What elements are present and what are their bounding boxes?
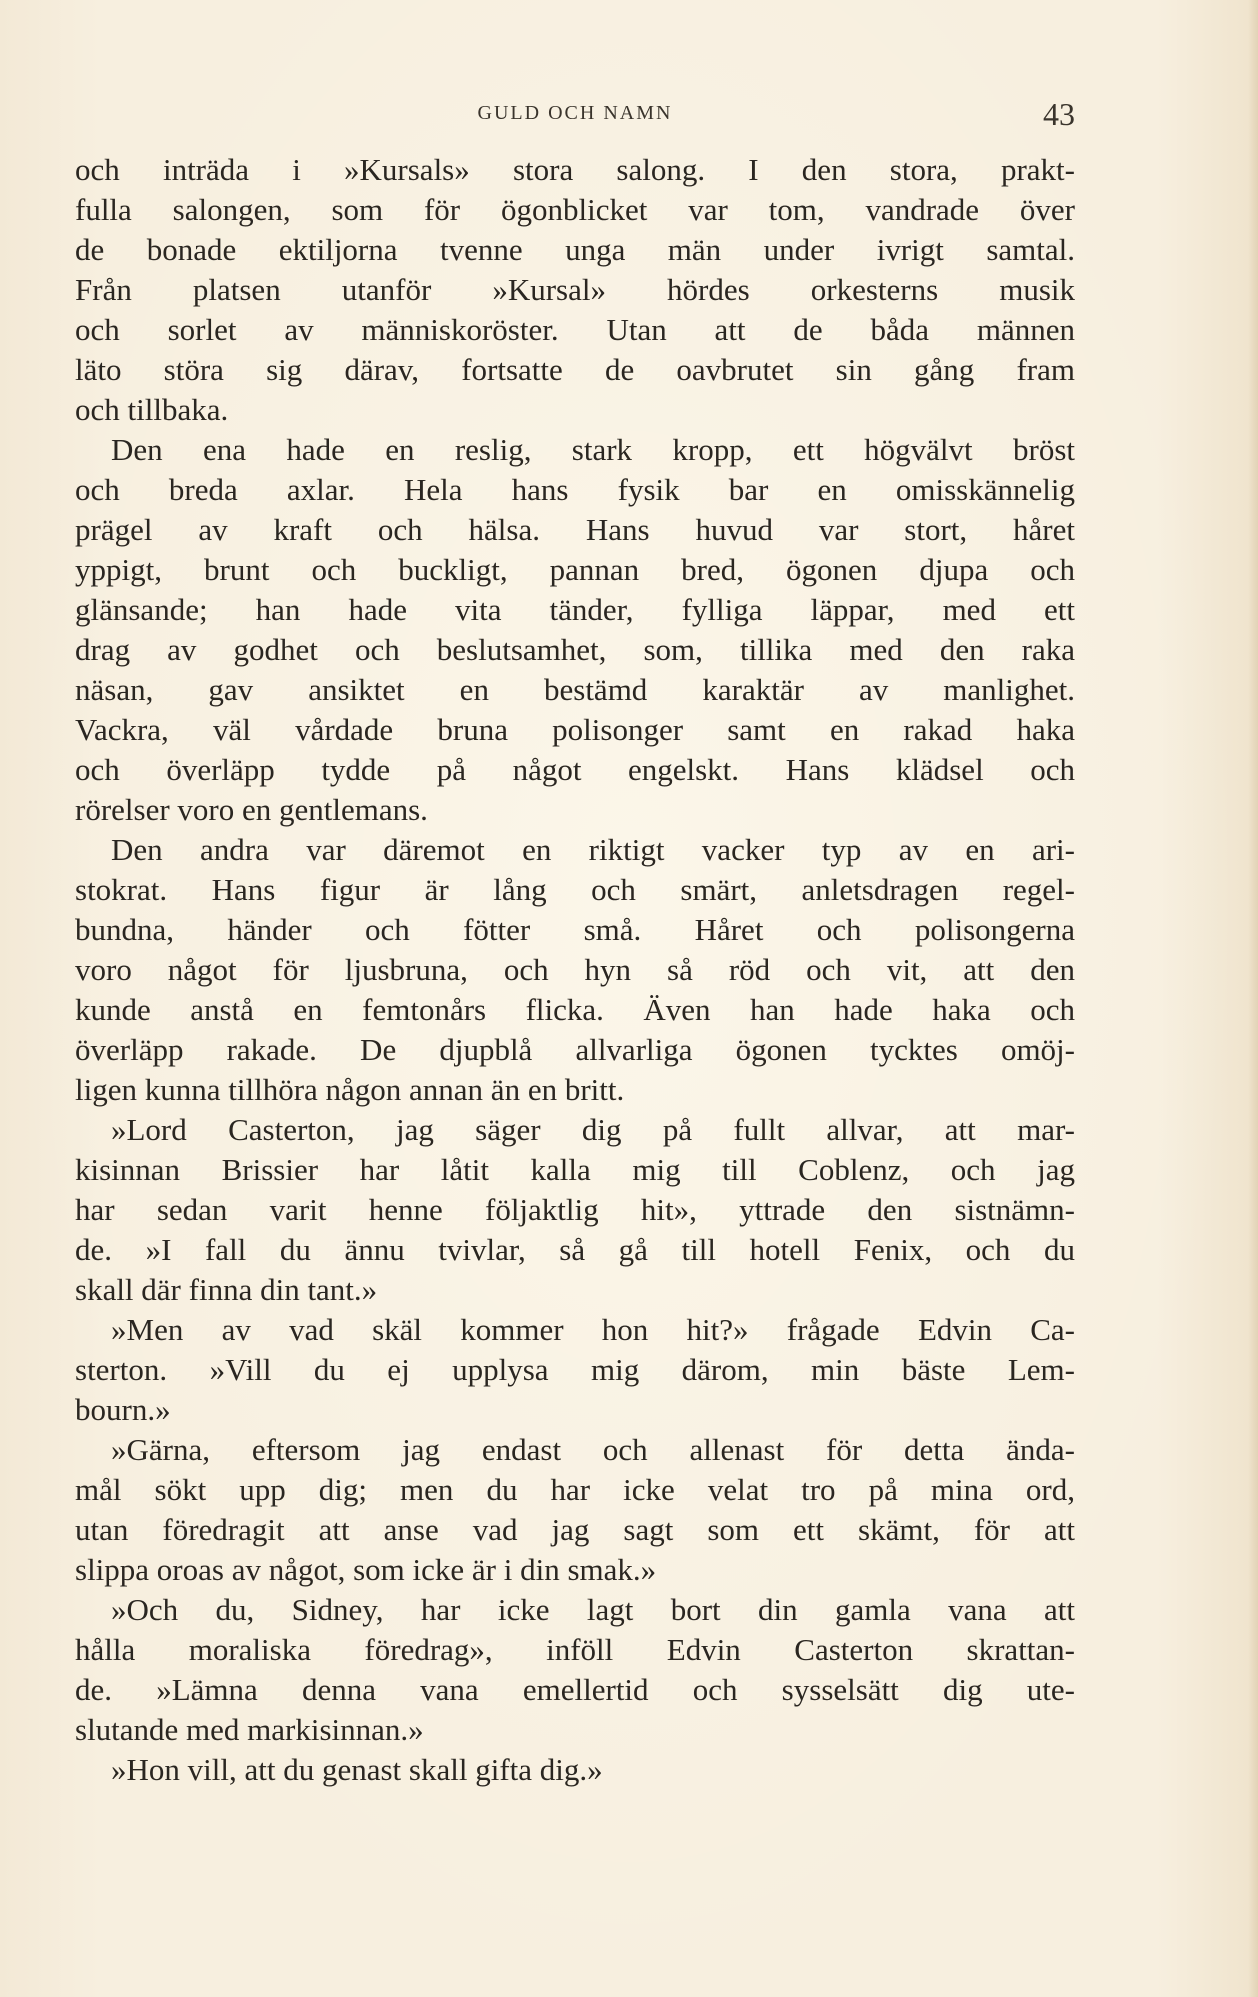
text-line: och breda axlar. Hela hans fysik bar en omisskännelig xyxy=(75,472,1075,507)
text-line: Från platsen utanför »Kursal» hördes orkesterns musik xyxy=(75,272,1075,307)
page-number: 43 xyxy=(1043,96,1075,132)
text-line: drag av godhet och beslutsamhet, som, tillika med den raka xyxy=(75,632,1075,667)
text-line: »Och du, Sidney, har icke lagt bort din gamla vana att xyxy=(111,1592,1075,1627)
text-line: bourn.» xyxy=(75,1392,171,1427)
text-line: Den ena hade en reslig, stark kropp, ett högvälvt bröst xyxy=(111,432,1075,467)
text-line: slutande med markisinnan.» xyxy=(75,1712,424,1747)
text-line: skall där finna din tant.» xyxy=(75,1272,378,1307)
text-line: »Men av vad skäl kommer hon hit?» frågade Edvin Ca- xyxy=(111,1312,1075,1347)
text-line: yppigt, brunt och buckligt, pannan bred, ögonen djupa och xyxy=(75,552,1075,587)
text-line: Den andra var däremot en riktigt vacker typ av en ari- xyxy=(111,832,1075,867)
text-line: har sedan varit henne följaktlig hit», yttrade den sistnämn- xyxy=(75,1192,1075,1227)
text-line: ligen kunna tillhöra någon annan än en britt. xyxy=(75,1072,625,1107)
text-line: prägel av kraft och hälsa. Hans huvud var stort, håret xyxy=(75,512,1075,547)
text-line: glänsande; han hade vita tänder, fylliga läppar, med ett xyxy=(75,592,1075,627)
text-line: mål sökt upp dig; men du har icke velat tro på mina ord, xyxy=(75,1472,1075,1507)
text-line: bundna, händer och fötter små. Håret och polisongerna xyxy=(75,912,1075,947)
text-line: sterton. »Vill du ej upplysa mig därom, min bäste Lem- xyxy=(75,1352,1075,1387)
text-line: stokrat. Hans figur är lång och smärt, anletsdragen regel- xyxy=(75,872,1075,907)
text-line: hålla moraliska föredrag», inföll Edvin Casterton skrattan- xyxy=(75,1632,1075,1667)
text-line: de. »I fall du ännu tvivlar, så gå till hotell Fenix, och du xyxy=(75,1232,1075,1267)
page-header xyxy=(75,96,1075,136)
text-line: slippa oroas av något, som icke är i din smak.» xyxy=(75,1552,657,1587)
text-line: »Hon vill, att du genast skall gifta dig.» xyxy=(111,1752,603,1787)
body-text xyxy=(75,150,1075,1790)
text-line: och tillbaka. xyxy=(75,392,229,427)
text-line: Vackra, väl vårdade bruna polisonger samt en rakad haka xyxy=(75,712,1075,747)
text-line: »Gärna, eftersom jag endast och allenast för detta ända- xyxy=(111,1432,1075,1467)
text-line: näsan, gav ansiktet en bestämd karaktär av manlighet. xyxy=(75,672,1075,707)
text-line: fulla salongen, som för ögonblicket var tom, vandrade över xyxy=(75,192,1075,227)
running-title: GULD OCH NAMN xyxy=(477,102,673,124)
text-line: de bonade ektiljorna tvenne unga män under ivrigt samtal. xyxy=(75,232,1075,267)
text-line: »Lord Casterton, jag säger dig på fullt allvar, att mar- xyxy=(111,1112,1075,1147)
text-line: och överläpp tydde på något engelskt. Hans klädsel och xyxy=(75,752,1075,787)
text-line: läto störa sig därav, fortsatte de oavbrutet sin gång fram xyxy=(75,352,1075,387)
text-line: kunde anstå en femtonårs flicka. Även han hade haka och xyxy=(75,992,1075,1027)
text-line: de. »Lämna denna vana emellertid och sysselsätt dig ute- xyxy=(75,1672,1075,1707)
page-edge-shadow xyxy=(1248,0,1258,1997)
text-line: rörelser voro en gentlemans. xyxy=(75,792,428,827)
text-line: och inträda i »Kursals» stora salong. I den stora, prakt- xyxy=(75,152,1075,187)
text-line: och sorlet av människoröster. Utan att de båda männen xyxy=(75,312,1075,347)
text-line: överläpp rakade. De djupblå allvarliga ögonen tycktes omöj- xyxy=(75,1032,1075,1067)
text-line: utan föredragit att anse vad jag sagt som ett skämt, för att xyxy=(75,1512,1075,1547)
text-line: kisinnan Brissier har låtit kalla mig till Coblenz, och jag xyxy=(75,1152,1075,1187)
text-line: voro något för ljusbruna, och hyn så röd och vit, att den xyxy=(75,952,1075,987)
